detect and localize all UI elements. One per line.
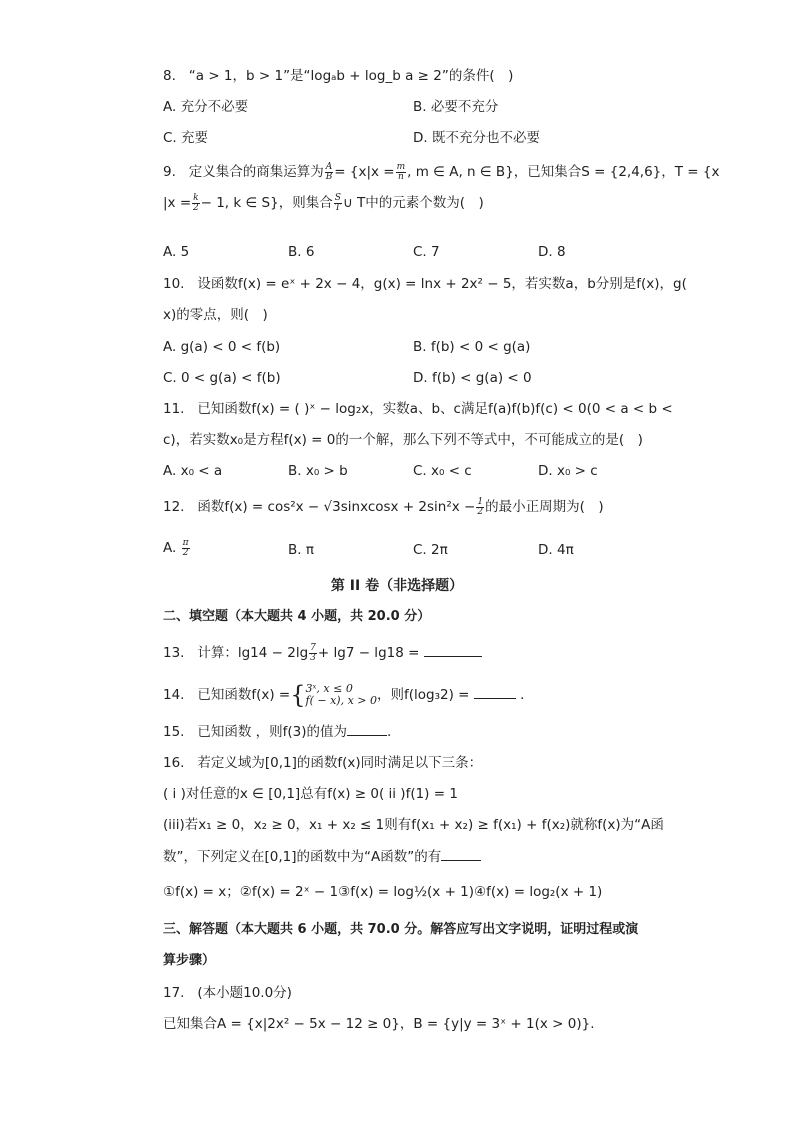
question-11-line-1 bbox=[163, 399, 673, 419]
answer-blank[interactable] bbox=[474, 686, 516, 699]
case-1: 3ˣ, x ≤ 0 bbox=[305, 682, 353, 695]
q10-option-a: A. g(a) < 0 < f(b) bbox=[163, 339, 281, 355]
question-13 bbox=[163, 643, 482, 663]
question-17-text: 已知集合A = {x|2x² − 5x − 12 ≥ 0}，B = {y|y = 3ˣ + 1(x > 0)}. bbox=[163, 1016, 595, 1032]
question-14 bbox=[163, 683, 524, 707]
question-text: 的最小正周期为( ) bbox=[485, 499, 604, 515]
fraction-s-over-t: $\frac{S}{T}$ bbox=[334, 192, 341, 213]
q12-option-a bbox=[163, 538, 191, 558]
question-text: 计算：lg14 − 2lg bbox=[197, 645, 309, 661]
question-number: 12. bbox=[163, 499, 185, 515]
case-2: f( − x), x > 0 bbox=[305, 694, 378, 707]
question-text: . bbox=[387, 724, 392, 740]
section-3-header-line-1: 三、解答题（本大题共 6 小题，共 70.0 分。解答应写出文字说明，证明过程或演 bbox=[163, 922, 639, 937]
fraction-7-over-3: $\frac{7}{3}$ bbox=[310, 642, 316, 663]
question-16-line-2: ( i )对任意的x ∈ [0,1]总有f(x) ≥ 0( ii )f(1) = 1 bbox=[163, 786, 458, 802]
question-12 bbox=[163, 497, 604, 517]
question-text: 若定义域为[0,1]的函数f(x)同时满足以下三条： bbox=[197, 755, 483, 771]
question-text: 已知函数 ，则f(3)的值为 bbox=[197, 724, 348, 740]
q10-option-d: D. f(b) < g(a) < 0 bbox=[413, 370, 532, 386]
question-text: 定义集合的商集运算为 bbox=[188, 164, 324, 180]
fraction-pi-over-2: $\frac{\pi}{2}$ bbox=[182, 537, 189, 558]
question-10-line-2: x)的零点，则( ) bbox=[163, 307, 268, 323]
question-text: 数”，下列定义在[0,1]的函数中为“A函数”的有 bbox=[163, 849, 442, 865]
question-text: = {x|x = bbox=[334, 164, 395, 180]
question-number: 13. bbox=[163, 645, 185, 661]
section-3-header-line-2: 算步骤） bbox=[163, 953, 216, 968]
part-2-title: 第 II 卷（非选择题） bbox=[330, 578, 464, 594]
question-number: 9. bbox=[163, 164, 176, 180]
q11-option-a: A. x₀ < a bbox=[163, 463, 223, 479]
q8-option-a: A. 充分不必要 bbox=[163, 99, 249, 115]
answer-blank[interactable] bbox=[441, 848, 481, 861]
q10-option-c: C. 0 < g(a) < f(b) bbox=[163, 370, 281, 386]
question-9-line-2 bbox=[163, 193, 484, 213]
question-text: + lg7 − lg18 = bbox=[317, 645, 420, 661]
question-16-line-1 bbox=[163, 753, 482, 773]
q9-option-a: A. 5 bbox=[163, 244, 190, 260]
question-number: 8. bbox=[163, 68, 176, 84]
q11-option-c: C. x₀ < c bbox=[413, 463, 472, 479]
piecewise-brace: { bbox=[290, 681, 306, 709]
question-text: , m ∈ A, n ∈ B}，已知集合S = {2,4,6}，T = {x bbox=[407, 164, 720, 180]
question-text: 函数f(x) = cos²x − √3sinxcosx + 2sin²x − bbox=[197, 499, 476, 515]
fraction-a-over-b: $\frac{A}{B}$ bbox=[325, 161, 333, 182]
question-8 bbox=[163, 66, 513, 86]
answer-blank[interactable] bbox=[424, 644, 482, 657]
fraction-one-half: $\frac{1}{2}$ bbox=[477, 496, 484, 517]
q10-option-b: B. f(b) < 0 < g(a) bbox=[413, 339, 531, 355]
q9-option-c: C. 7 bbox=[413, 244, 440, 260]
question-number: 15. bbox=[163, 724, 185, 740]
question-text: 已知函数f(x) = bbox=[197, 687, 291, 703]
question-number: 11. bbox=[163, 401, 185, 417]
q12-option-d: D. 4π bbox=[538, 542, 574, 558]
fraction-m-over-n: $\frac{m}{n}$ bbox=[396, 161, 406, 182]
q8-option-c: C. 充要 bbox=[163, 130, 209, 146]
question-9-line-1 bbox=[163, 162, 720, 182]
q9-option-d: D. 8 bbox=[538, 244, 566, 260]
question-text: “a > 1，b > 1”是“logₐb + log_b a ≥ 2”的条件( ) bbox=[188, 68, 514, 84]
question-text: 设函数f(x) = eˣ + 2x − 4，g(x) = lnx + 2x² − 5，若实数a，b分别是f(x)，g( bbox=[197, 276, 687, 292]
q12-option-c: C. 2π bbox=[413, 542, 448, 558]
section-2-header: 二、填空题（本大题共 4 小题，共 20.0 分） bbox=[163, 609, 431, 624]
q8-option-b: B. 必要不充分 bbox=[413, 99, 499, 115]
answer-blank[interactable] bbox=[347, 723, 387, 736]
question-text: |x = bbox=[163, 195, 192, 211]
question-16-line-4 bbox=[163, 847, 481, 867]
question-score: (本小题10.0分) bbox=[197, 985, 292, 1001]
question-10-line-1 bbox=[163, 274, 687, 294]
question-number: 14. bbox=[163, 687, 185, 703]
question-text: . bbox=[520, 687, 525, 703]
question-text: ∪ T中的元素个数为( ) bbox=[342, 195, 484, 211]
fraction-k-over-2: $\frac{k}{2}$ bbox=[193, 192, 199, 213]
question-17-header bbox=[163, 983, 292, 1003]
q12-option-b: B. π bbox=[288, 542, 314, 558]
question-15 bbox=[163, 722, 391, 742]
question-number: 17. bbox=[163, 985, 185, 1001]
question-16-line-5: ①f(x) = x；②f(x) = 2ˣ − 1③f(x) = log½(x + 1)④f(x) = log₂(x + 1) bbox=[163, 884, 603, 900]
question-number: 10. bbox=[163, 276, 185, 292]
question-number: 16. bbox=[163, 755, 185, 771]
q9-option-b: B. 6 bbox=[288, 244, 315, 260]
q11-option-d: D. x₀ > c bbox=[538, 463, 598, 479]
question-text: ，则f(log₃2) = bbox=[377, 687, 470, 703]
q8-option-d: D. 既不充分也不必要 bbox=[413, 130, 540, 146]
question-11-line-2: c)，若实数x₀是方程f(x) = 0的一个解，那么下列不等式中，不可能成立的是( ) bbox=[163, 432, 643, 448]
option-letter: A. bbox=[163, 540, 177, 556]
piecewise-cases bbox=[306, 683, 377, 707]
q11-option-b: B. x₀ > b bbox=[288, 463, 348, 479]
question-text: 已知函数f(x) = ( )ˣ − log₂x，实数a、b、c满足f(a)f(b)f(c) < 0(0 < a < b < bbox=[197, 401, 673, 417]
question-16-line-3: (iii)若x₁ ≥ 0，x₂ ≥ 0，x₁ + x₂ ≤ 1则有f(x₁ + x₂) ≥ f(x₁) + f(x₂)就称f(x)为“A函 bbox=[163, 817, 664, 833]
question-text: − 1, k ∈ S}，则集合 bbox=[200, 195, 333, 211]
